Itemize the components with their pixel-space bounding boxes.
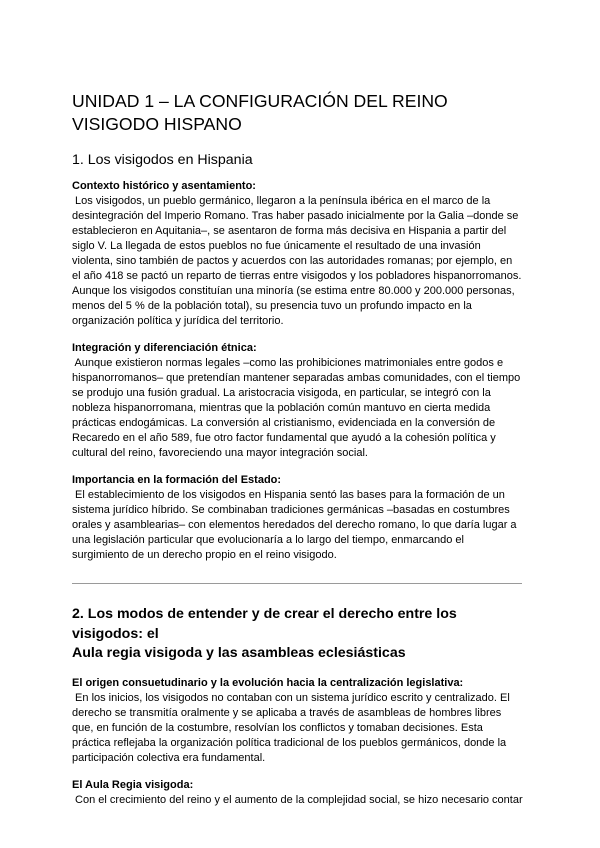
paragraph-line: sistema jurídico híbrido. Se combinaban tradiciones germánicas –basadas en costumbres [72, 504, 510, 516]
block-subtitle: El Aula Regia visigoda: [72, 778, 194, 791]
section-2-heading-line-1: 2. Los modos de entender y de crear el derecho entre los visigodos: el [72, 606, 457, 642]
paragraph-line: Con el crecimiento del reino y el aumento de la complejidad social, se hizo necesario contar [72, 793, 523, 806]
document-title [72, 90, 528, 136]
section-2-heading-line-2: Aula regia visigoda y las asambleas eclesiásticas [72, 645, 406, 661]
paragraph-line: surgimiento de un derecho propio en el reino visigodo. [72, 549, 337, 561]
title-line-2: VISIGODO HISPANO [72, 114, 242, 134]
paragraph-line: En los inicios, los visigodos no contaban con un sistema jurídico escrito y centralizado. El [72, 691, 510, 704]
section-1-block-1 [72, 179, 528, 329]
paragraph-line: siglo V. La llegada de estos pueblos no fue únicamente el resultado de una invasión [72, 240, 481, 252]
section-2-heading [72, 605, 528, 664]
section-1-heading: 1. Los visigodos en Hispania [72, 152, 253, 168]
paragraph-line: Recaredo en el año 589, fue otro factor fundamental que ayudó a la cohesión política y [72, 432, 496, 444]
section-divider [72, 583, 522, 584]
section-1-block-2 [72, 341, 528, 461]
paragraph-line: una legislación particular que evolucionaría a lo largo del tiempo, enmarcando el [72, 534, 464, 546]
paragraph-line: Los visigodos, un pueblo germánico, llegaron a la península ibérica en el marco de la [72, 195, 491, 207]
paragraph-line: prácticas endogámicas. La conversión al cristianismo, evidenciada en la conversión de [72, 417, 496, 429]
paragraph-line: Aunque los visigodos constituían una minoría (se estima entre 80.000 y 200.000 personas, [72, 285, 515, 297]
block-subtitle: Contexto histórico y asentamiento: [72, 180, 256, 192]
section-divider-wrap [72, 583, 528, 584]
section-2-block-1 [72, 676, 528, 766]
paragraph-line: se produjo una fusión gradual. La aristocracia visigoda, en particular, se integró con la [72, 387, 491, 399]
paragraph-line: menos del 5 % de la población total), su presencia tuvo un profundo impacto en la [72, 300, 472, 312]
paragraph-line: organización política y jurídica del territorio. [72, 315, 284, 327]
paragraph-line: nobleza hispanorromana, mientras que la población común mantuvo en cierta medida [72, 402, 491, 414]
paragraph-line: Aunque existieron normas legales –como las prohibiciones matrimoniales entre godos e [72, 357, 504, 369]
paragraph-line: orales y asamblearias– con elementos heredados del derecho romano, lo que daría lugar a [72, 519, 517, 531]
paragraph-line: establecieron en Aquitania–, se asentaron de forma más decisiva en Hispania a partir del [72, 225, 507, 237]
document-content [72, 90, 528, 808]
paragraph-line: El establecimiento de los visigodos en Hispania sentó las bases para la formación de un [72, 489, 505, 501]
section-2-block-2 [72, 778, 528, 808]
paragraph-line: violenta, sino también de pactos y acuerdos con las autoridades romanas; por ejemplo, en [72, 255, 513, 267]
paragraph-line: cultural del reino, favoreciendo una mayor integración social. [72, 447, 368, 459]
paragraph-line: que, en función de la costumbre, resolvían los conflictos y tomaban decisiones. Esta [72, 721, 483, 734]
block-subtitle: El origen consuetudinario y la evolución hacia la centralización legislativa: [72, 676, 464, 689]
paragraph-line: práctica reflejaba la organización política tradicional de los pueblos germánicos, donde la [72, 736, 507, 749]
paragraph-line: desintegración del Imperio Romano. Tras haber pasado inicialmente por la Galia –donde se [72, 210, 519, 222]
title-line-1: UNIDAD 1 – LA CONFIGURACIÓN DEL REINO [72, 91, 448, 111]
paragraph-line: el año 418 se pactó un reparto de tierras entre visigodos y los pobladores hispanorromanos. [72, 270, 522, 282]
section-1-block-3 [72, 473, 528, 563]
paragraph-line: derecho se transmitía oralmente y se aplicaba a través de asambleas de hombres libres [72, 706, 502, 719]
block-subtitle: Integración y diferenciación étnica: [72, 342, 257, 354]
block-subtitle: Importancia en la formación del Estado: [72, 474, 282, 486]
paragraph-line: participación colectiva era fundamental. [72, 751, 266, 764]
paragraph-line: hispanorromanos– que pretendían mantener separadas ambas comunidades, con el tiempo [72, 372, 521, 384]
